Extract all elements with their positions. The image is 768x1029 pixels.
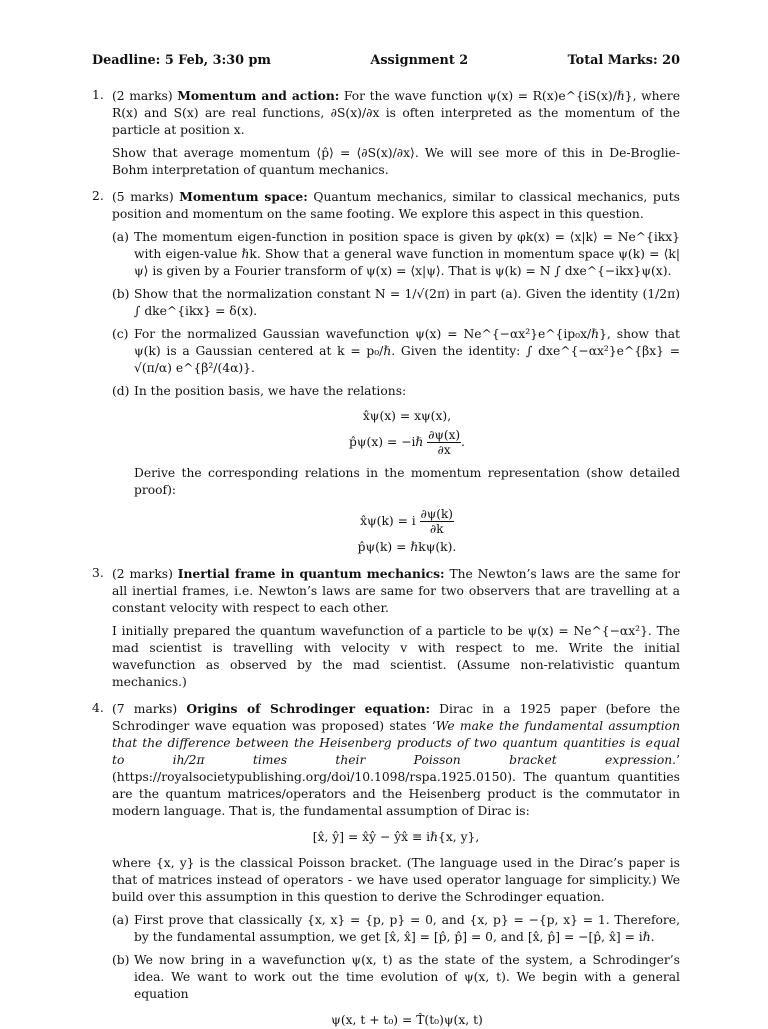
equation-lhs: x̂ψ(k) = i (360, 514, 416, 528)
derivative-fraction (427, 428, 461, 457)
question-4 (92, 700, 680, 1029)
deadline: Deadline: 5 Feb, 3:30 pm (92, 53, 271, 68)
part-label: (b) (112, 287, 130, 301)
question-marks: (7 marks) (112, 702, 178, 716)
question-marks: (2 marks) (112, 89, 173, 103)
question-3-paragraph-2: I initially prepared the quantum wavefunction of a particle to be ψ(x) = Ne^{−αx²}. The mad scientist is travelling with velocity v with respect to me. Write the initial wavefunction as observed by the mad scientist. (Assume non-relativistic quantum mechanics.) (112, 624, 680, 689)
derivative-fraction (420, 507, 454, 536)
part-label: (a) (112, 230, 129, 244)
part-text: We now bring in a wavefunction ψ(x, t) as the state of the system, a Schrodinger’s idea. We want to work out the time evolution of ψ(x, t). We begin with a general equation (134, 953, 680, 1001)
part-text: First prove that classically {x, x} = {p, p} = 0, and {x, p} = −{p, x} = 1. Therefore, by the fundamental assumption, we get [x̂, x̂] = [p̂, p̂] = 0, and [x̂, p̂] = −[p̂, x̂] = iℏ. (134, 913, 680, 944)
question-title: Origins of Schrodinger equation: (186, 701, 430, 716)
question-marks: (5 marks) (112, 190, 174, 204)
equation-p-position: p̂ψ(x) = −iℏ $\frac{\partial\psi(x)}{\partial x}$ . (349, 428, 465, 457)
assignment-header (92, 52, 680, 69)
question-number: 1. (92, 88, 104, 102)
question-title: Inertial frame in quantum mechanics: (177, 566, 445, 581)
question-text: Quantum mechanics, similar to classical mechanics, puts position and momentum on the same footing. We explore this aspect in this question. (112, 190, 680, 221)
question-title: Momentum and action: (177, 88, 340, 103)
question-1 (92, 87, 680, 179)
numerator: ∂ψ(x) (428, 428, 461, 442)
part-a (112, 912, 680, 946)
part-d (112, 383, 680, 556)
dirac-quote: We make the fundamental assumption that the difference between the Heisenberg products of two quantum quantities is equal to ih/2π times their Poisson bracket expression. (112, 719, 680, 767)
question-text: Dirac in a 1925 paper (before the Schrodinger wave equation was proposed) states ‘ (112, 702, 680, 733)
part-label: (a) (112, 913, 129, 927)
equation-p-momentum: p̂ψ(k) = ℏkψ(k). (357, 540, 457, 554)
question-1-paragraph-2: Show that average momentum ⟨p̂⟩ = ⟨∂S(x)/∂x⟩. We will see more of this in De-Broglie-Bohm interpretation of quantum mechanics. (112, 146, 680, 177)
part-label: (c) (112, 327, 129, 341)
question-1-paragraph-1 (112, 87, 680, 139)
dirac-assumption-equation: [x̂, ŷ] = x̂ŷ − ŷx̂ ≡ iℏ{x, y}, (312, 830, 480, 844)
question-title: Momentum space: (179, 189, 308, 204)
part-text: For the normalized Gaussian wavefunction ψ(x) = Ne^{−αx²}e^{ip₀x/ℏ}, show that ψ(k) is a Gaussian centered at k = p₀/ℏ. Given the identity: ∫ dxe^{−αx²}e^{βx} = √(π/α) e^{β²/(4α)}. (134, 327, 680, 375)
question-number: 2. (92, 189, 104, 203)
part-b (112, 952, 680, 1029)
question-3-paragraph-1 (112, 565, 680, 617)
question-text: The Newton’s laws are the same for all inertial frames, i.e. Newton’s laws are same for two observers that are travelling at a constant velocity with respect to each other. (112, 567, 680, 615)
total-marks: Total Marks: 20 (567, 53, 680, 68)
question-text-continued: ’ (https://royalsocietypublishing.org/doi/10.1098/rspa.1925.0150). The quantum quantities are the quantum matrices/operators and the Heisenberg product is the commutator in modern language. That is, the fundamental assumption of Dirac is: (112, 753, 680, 818)
denominator: ∂k (430, 522, 444, 536)
equation-x-momentum (134, 507, 680, 536)
numerator: ∂ψ(k) (420, 507, 453, 521)
derive-instruction: Derive the corresponding relations in the momentum representation (show detailed proof): (134, 466, 680, 497)
part-a (112, 229, 680, 280)
time-evolution-equation: ψ(x, t + t₀) = T̂(t₀)ψ(x, t) (331, 1013, 483, 1027)
momentum-basis-equations (134, 507, 680, 556)
part-b (112, 286, 680, 320)
question-2-intro (112, 188, 680, 223)
part-label: (d) (112, 384, 130, 398)
part-text: The momentum eigen-function in position space is given by φk(x) = ⟨x|k⟩ = Ne^{ikx} with eigen-value ℏk. Show that a general wave function in momentum space ψ(k) = ⟨k|ψ⟩ is given by a Fourier transform of ψ(x) = ⟨x|ψ⟩. That is ψ(k) = N ∫ dxe^{−ikx}ψ(x). (134, 230, 680, 278)
question-number: 4. (92, 701, 104, 715)
part-text: Show that the normalization constant N = 1/√(2π) in part (a). Given the identity (1/2π) ∫ dke^{ikx} = δ(x). (134, 287, 680, 318)
part-label: (b) (112, 953, 130, 967)
question-4-paragraph-2: where {x, y} is the classical Poisson bracket. (The language used in the Dirac’s paper is that of matrices instead of operators - we have used operator language for simplicity.) We build over this assumption in this question to derive the Schrodinger equation. (112, 856, 680, 904)
question-3 (92, 565, 680, 691)
equation-lhs: p̂ψ(x) = −iℏ (349, 435, 424, 449)
question-number: 3. (92, 566, 104, 580)
question-4-paragraph-1 (112, 700, 680, 820)
position-basis-equations (134, 408, 680, 457)
denominator: ∂x (437, 443, 451, 457)
equation-x-position: x̂ψ(x) = xψ(x), (362, 409, 452, 423)
part-c (112, 326, 680, 377)
question-2 (92, 188, 680, 556)
question-text: For the wave function ψ(x) = R(x)e^{iS(x)/ℏ}, where R(x) and S(x) are real functions, ∂S(x)/∂x is often interpreted as the momentum of the particle at position x. (112, 89, 680, 137)
question-marks: (2 marks) (112, 567, 173, 581)
assignment-title: Assignment 2 (370, 53, 469, 68)
part-text: In the position basis, we have the relations: (134, 384, 407, 398)
